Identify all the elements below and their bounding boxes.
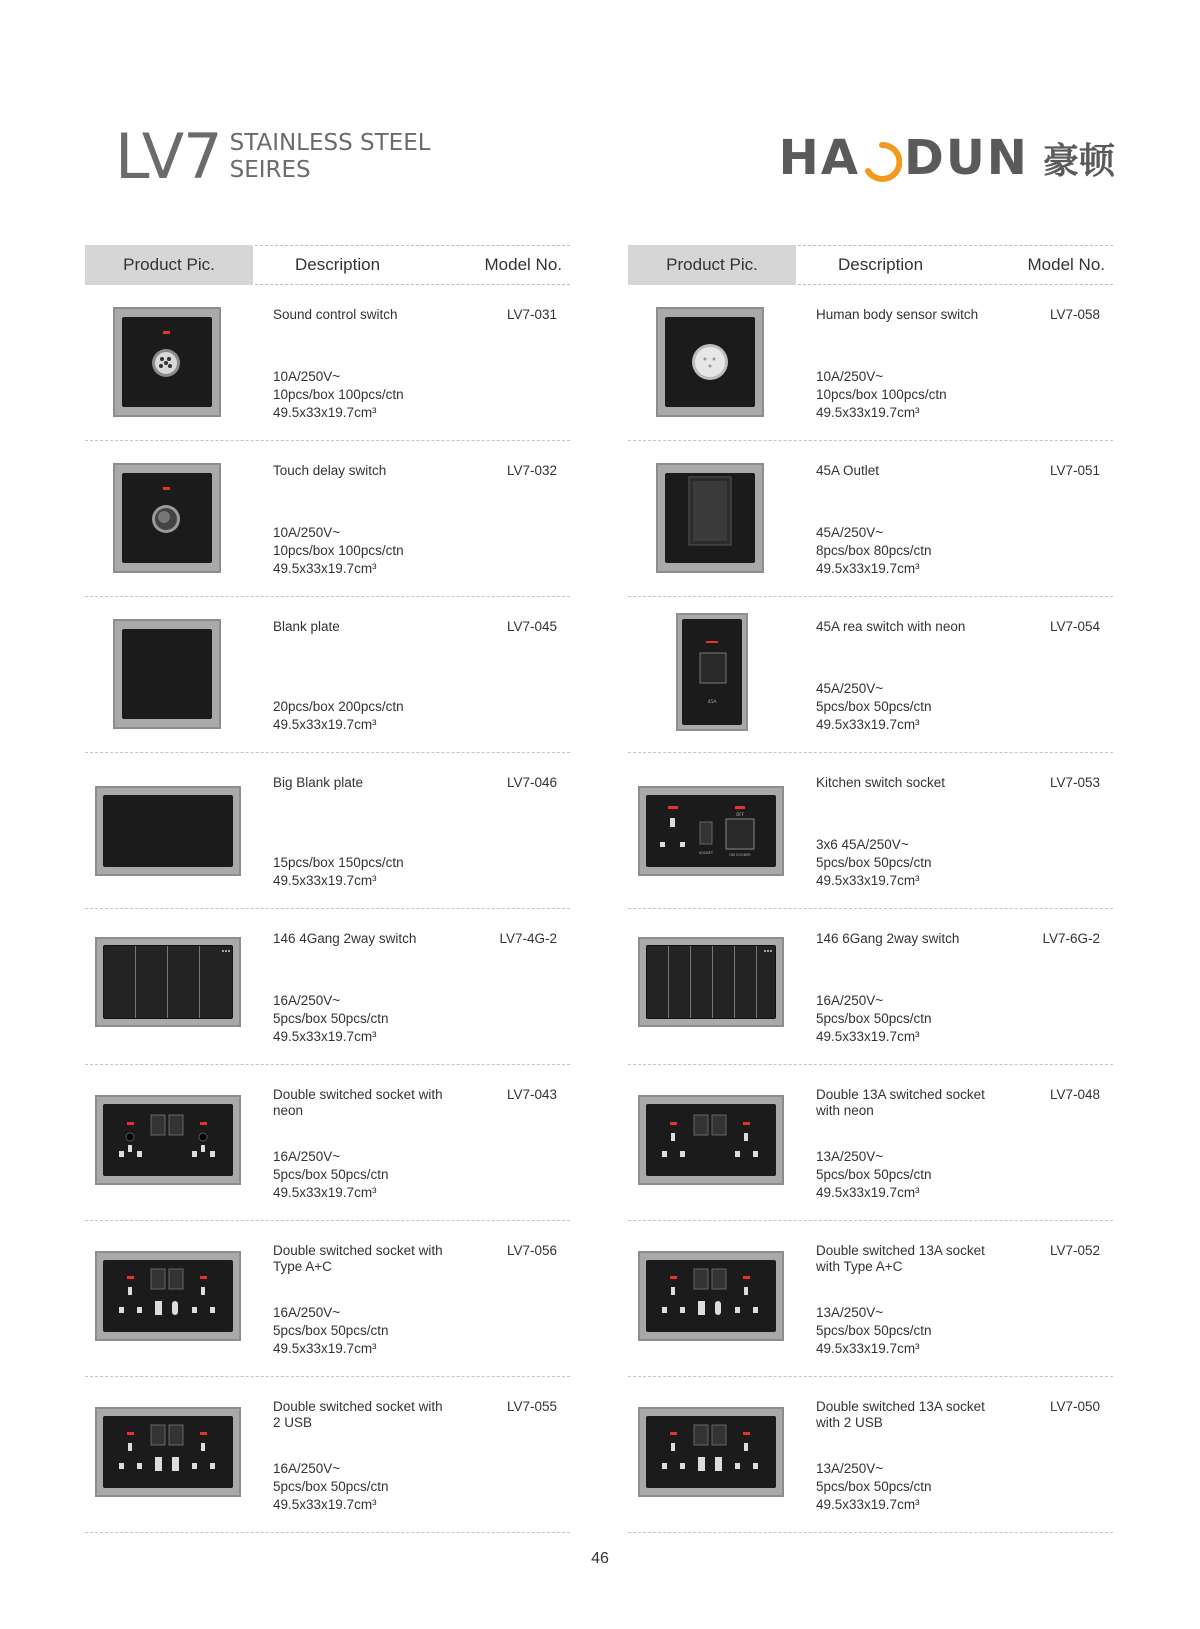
brand-text-start: HA [778,130,860,186]
blank-plate-icon [85,597,253,752]
spec-line: 3x6 45A/250V~ [816,837,909,852]
four-gang-switch-icon [85,909,253,1064]
series-title [115,120,431,193]
product-model: LV7-055 [506,1399,557,1414]
product-specs [816,1460,932,1514]
product-row [85,1221,570,1377]
series-subtitle-line1: STAINLESS STEEL [229,130,431,156]
spec-line: 49.5x33x19.7cm³ [816,1185,920,1200]
spec-line: 49.5x33x19.7cm³ [816,405,920,420]
product-model: LV7-051 [1049,463,1100,478]
series-subtitle-line2: SEIRES [229,157,311,183]
product-name: Double switched socket with neon [273,1087,443,1118]
spec-line: 5pcs/box 50pcs/ctn [273,1479,389,1494]
double-socket-usb-icon [85,1377,253,1532]
double-socket-type-ac-icon [85,1221,253,1376]
kitchen-cooker-label: ON COOKER [729,853,751,857]
product-row [628,597,1113,753]
spec-line: 49.5x33x19.7cm³ [273,717,377,732]
product-specs [816,1148,932,1202]
sensor-switch-icon [628,285,796,440]
product-row [628,441,1113,597]
brand-o-mark-icon [862,138,902,178]
sound-control-switch-icon [85,285,253,440]
product-model: LV7-045 [506,619,557,634]
series-code: LV7 [115,120,222,193]
product-model: LV7-058 [1049,307,1100,322]
double-13a-socket-usb-icon [628,1377,796,1532]
product-specs [816,524,932,578]
spec-line: 15pcs/box 150pcs/ctn [273,855,404,870]
product-table-left [85,245,570,1533]
spec-line: 5pcs/box 50pcs/ctn [816,855,932,870]
product-row [85,1065,570,1221]
six-gang-switch-icon [628,909,796,1064]
product-name: Touch delay switch [273,463,387,478]
product-specs [816,836,932,890]
table-header [628,245,1113,285]
product-row [628,1221,1113,1377]
switch-45a-neon-icon [628,597,796,752]
brand-wordmark [779,130,1029,186]
product-specs [273,1460,389,1514]
product-name: Human body sensor switch [816,307,979,322]
touch-delay-switch-icon [85,441,253,596]
product-specs [816,368,947,422]
product-model: LV7-048 [1049,1087,1100,1102]
spec-line: 49.5x33x19.7cm³ [816,873,920,888]
product-name: 45A Outlet [816,463,880,478]
product-row [628,753,1113,909]
spec-line: 16A/250V~ [273,1305,341,1320]
product-row [85,285,570,441]
outlet-45a-icon [628,441,796,596]
double-13a-socket-type-ac-icon [628,1221,796,1376]
product-model: LV7-056 [506,1243,557,1258]
product-specs [273,368,404,422]
product-specs [273,524,404,578]
product-name: 45A rea switch with neon [816,619,966,634]
spec-line: 49.5x33x19.7cm³ [273,1185,377,1200]
spec-line: 20pcs/box 200pcs/ctn [273,699,404,714]
header-model-no: Model No. [484,255,562,274]
spec-line: 10A/250V~ [816,369,884,384]
header-model-no: Model No. [1027,255,1105,274]
spec-line: 49.5x33x19.7cm³ [816,1029,920,1044]
product-row [628,909,1113,1065]
brand-logo [779,130,1115,186]
product-model: LV7-046 [506,775,557,790]
page-number: 46 [591,1550,609,1567]
double-13a-socket-neon-icon [628,1065,796,1220]
product-table-right [628,245,1113,1533]
kitchen-off-label: OFF [736,812,744,817]
spec-line: 49.5x33x19.7cm³ [816,1497,920,1512]
spec-line: 49.5x33x19.7cm³ [273,1497,377,1512]
product-model: LV7-031 [506,307,557,322]
product-row [628,1065,1113,1221]
product-name: Double switched 13A socket with Type A+C [816,1243,985,1274]
spec-line: 45A/250V~ [816,681,884,696]
product-model: LV7-4G-2 [499,931,557,946]
spec-line: 5pcs/box 50pcs/ctn [816,1323,932,1338]
switch-45a-label: 45A [707,700,717,705]
header-description: Description [295,255,381,274]
product-model: LV7-054 [1049,619,1100,634]
spec-line: 10A/250V~ [273,369,341,384]
spec-line: 5pcs/box 50pcs/ctn [273,1323,389,1338]
spec-line: 16A/250V~ [273,1461,341,1476]
spec-line: 49.5x33x19.7cm³ [273,1029,377,1044]
product-name: Blank plate [273,619,340,634]
spec-line: 5pcs/box 50pcs/ctn [816,1167,932,1182]
product-row [85,909,570,1065]
spec-line: 16A/250V~ [816,993,884,1008]
spec-line: 10A/250V~ [273,525,341,540]
spec-line: 49.5x33x19.7cm³ [273,1341,377,1356]
spec-line: 5pcs/box 50pcs/ctn [816,1479,932,1494]
product-row [85,753,570,909]
series-subtitle [230,130,431,184]
spec-line: 49.5x33x19.7cm³ [816,1341,920,1356]
brand-chinese-name: 豪顿 [1042,140,1115,182]
product-specs [273,992,389,1046]
spec-line: 49.5x33x19.7cm³ [816,717,920,732]
product-specs [816,680,932,734]
product-name: 146 6Gang 2way switch [816,931,960,946]
product-model: LV7-053 [1049,775,1100,790]
spec-line: 16A/250V~ [273,993,341,1008]
product-name: Double switched socket with 2 USB [273,1399,443,1430]
spec-line: 49.5x33x19.7cm³ [273,561,377,576]
spec-line: 13A/250V~ [816,1305,884,1320]
spec-line: 16A/250V~ [273,1149,341,1164]
spec-line: 13A/250V~ [816,1461,884,1476]
product-name: Sound control switch [273,307,398,322]
product-specs [273,1148,389,1202]
product-name: Double switched 13A socket with 2 USB [816,1399,985,1430]
spec-line: 13A/250V~ [816,1149,884,1164]
product-model: LV7-6G-2 [1042,931,1100,946]
spec-line: 10pcs/box 100pcs/ctn [816,387,947,402]
kitchen-switch-socket-icon [628,753,796,908]
product-model: LV7-050 [1049,1399,1100,1414]
brand-text-end: DUN [903,130,1029,186]
spec-line: 5pcs/box 50pcs/ctn [816,699,932,714]
product-specs [816,1304,932,1358]
product-row [85,441,570,597]
product-specs [273,698,404,734]
product-row [85,597,570,753]
spec-line: 49.5x33x19.7cm³ [273,405,377,420]
product-row [628,285,1113,441]
product-specs [816,992,932,1046]
product-name: Kitchen switch socket [816,775,946,790]
spec-line: 49.5x33x19.7cm³ [816,561,920,576]
spec-line: 49.5x33x19.7cm³ [273,873,377,888]
big-blank-plate-icon [85,753,253,908]
spec-line: 10pcs/box 100pcs/ctn [273,543,404,558]
table-header [85,245,570,285]
double-socket-neon-icon [85,1065,253,1220]
product-row [85,1377,570,1533]
header-description: Description [838,255,924,274]
product-name: Double switched socket with Type A+C [273,1243,443,1274]
spec-line: 10pcs/box 100pcs/ctn [273,387,404,402]
product-name: Double 13A switched socket with neon [816,1087,985,1118]
product-specs [273,1304,389,1358]
spec-line: 5pcs/box 50pcs/ctn [273,1011,389,1026]
kitchen-socket-label: SOCKET [698,851,714,855]
spec-line: 5pcs/box 50pcs/ctn [816,1011,932,1026]
product-name: Big Blank plate [273,775,364,790]
product-row [628,1377,1113,1533]
product-model: LV7-032 [506,463,557,478]
product-model: LV7-043 [506,1087,557,1102]
header-product-pic: Product Pic. [85,245,253,285]
product-specs [273,854,404,890]
spec-line: 5pcs/box 50pcs/ctn [273,1167,389,1182]
spec-line: 45A/250V~ [816,525,884,540]
header-product-pic: Product Pic. [628,245,796,285]
spec-line: 8pcs/box 80pcs/ctn [816,543,932,558]
product-name: 146 4Gang 2way switch [273,931,417,946]
product-model: LV7-052 [1049,1243,1100,1258]
